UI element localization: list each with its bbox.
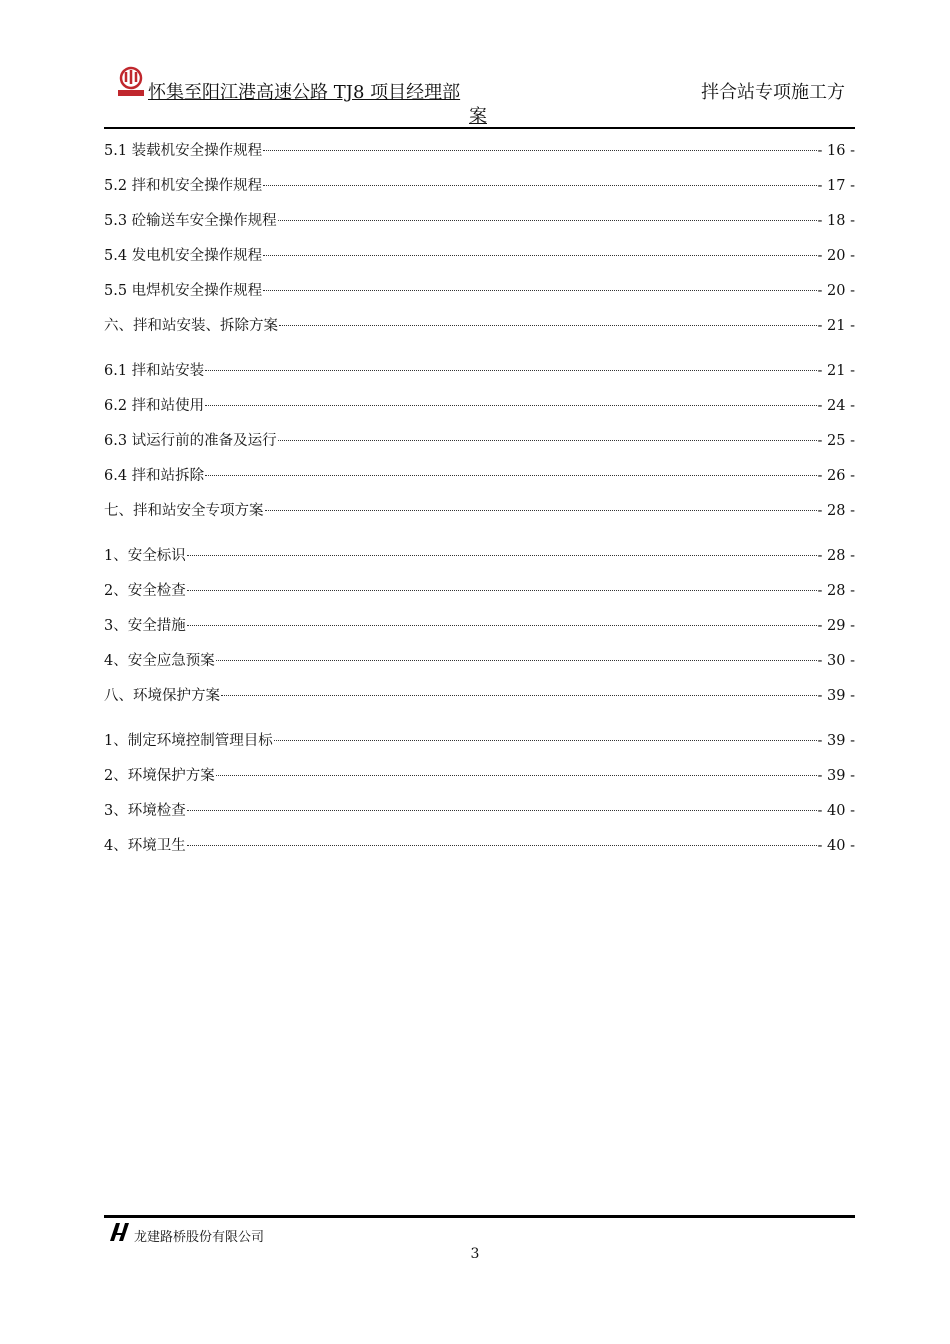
toc-dot-leader — [265, 510, 817, 511]
toc-entry[interactable] — [104, 239, 855, 274]
table-of-contents — [104, 134, 855, 864]
toc-entry[interactable] — [104, 644, 855, 679]
toc-entry-page: - 26 - — [817, 468, 855, 484]
toc-entry-title: 3、安全措施 — [104, 618, 186, 634]
toc-dot-leader — [187, 625, 817, 626]
toc-entry-page: - 25 - — [817, 433, 855, 449]
toc-entry-page: - 39 - — [817, 688, 855, 704]
toc-entry-title: 6.4 拌和站拆除 — [104, 468, 205, 484]
toc-dot-leader — [263, 185, 816, 186]
toc-entry-page: - 39 - — [817, 733, 855, 749]
toc-entry-title: 2、安全检查 — [104, 583, 186, 599]
toc-dot-leader — [263, 255, 816, 256]
toc-entry[interactable] — [104, 539, 855, 574]
toc-entry-title: 5.5 电焊机安全操作规程 — [104, 283, 263, 299]
toc-entry-title: 6.1 拌和站安装 — [104, 363, 205, 379]
toc-entry[interactable] — [104, 494, 855, 529]
toc-entry[interactable] — [104, 459, 855, 494]
toc-entry-page: - 39 - — [817, 768, 855, 784]
toc-dot-leader — [216, 660, 817, 661]
header-project-name: 怀集至阳江港高速公路 TJ8 项目经理部 — [148, 82, 461, 103]
toc-entry-page: - 20 - — [817, 283, 855, 299]
toc-entry-title: 3、环境检查 — [104, 803, 186, 819]
toc-entry-page: - 40 - — [817, 803, 855, 819]
toc-entry-title: 1、制定环境控制管理目标 — [104, 733, 273, 749]
toc-entry-page: - 40 - — [817, 838, 855, 854]
header-document-title: 拌合站专项施工方 — [701, 82, 845, 103]
toc-entry-title: 5.4 发电机安全操作规程 — [104, 248, 263, 264]
toc-entry[interactable] — [104, 204, 855, 239]
toc-entry[interactable] — [104, 134, 855, 169]
header-rule — [104, 127, 855, 129]
toc-entry-page: - 28 - — [817, 548, 855, 564]
toc-entry-title: 七、拌和站安全专项方案 — [104, 503, 264, 519]
toc-dot-leader — [263, 290, 816, 291]
page-header — [104, 66, 855, 130]
page-number: 3 — [470, 1246, 480, 1262]
toc-entry[interactable] — [104, 389, 855, 424]
toc-entry[interactable] — [104, 424, 855, 459]
toc-entry[interactable] — [104, 574, 855, 609]
toc-dot-leader — [205, 370, 816, 371]
nanyue-transport-logo-icon — [114, 66, 148, 100]
toc-entry-page: - 20 - — [817, 248, 855, 264]
toc-entry-title: 5.3 砼输送车安全操作规程 — [104, 213, 277, 229]
toc-entry-title: 5.1 装载机安全操作规程 — [104, 143, 263, 159]
toc-dot-leader — [187, 555, 817, 556]
toc-entry-title: 6.3 试运行前的准备及运行 — [104, 433, 277, 449]
toc-entry[interactable] — [104, 309, 855, 344]
toc-entry-title: 4、环境卫生 — [104, 838, 186, 854]
toc-dot-leader — [221, 695, 817, 696]
toc-entry-page: - 29 - — [817, 618, 855, 634]
toc-dot-leader — [205, 475, 816, 476]
toc-entry-page: - 21 - — [817, 363, 855, 379]
toc-dot-leader — [278, 220, 817, 221]
toc-dot-leader — [216, 775, 817, 776]
toc-entry-page: - 21 - — [817, 318, 855, 334]
longjian-logo-icon — [108, 1221, 130, 1243]
toc-entry-title: 六、拌和站安装、拆除方案 — [104, 318, 278, 334]
toc-dot-leader — [205, 405, 816, 406]
toc-entry-title: 2、环境保护方案 — [104, 768, 215, 784]
toc-dot-leader — [187, 845, 817, 846]
toc-dot-leader — [279, 325, 817, 326]
header-document-title-wrap: 案 — [469, 106, 487, 127]
toc-entry-page: - 17 - — [817, 178, 855, 194]
toc-entry-title: 4、安全应急预案 — [104, 653, 215, 669]
toc-entry-page: - 28 - — [817, 583, 855, 599]
toc-entry[interactable] — [104, 609, 855, 644]
toc-entry[interactable] — [104, 679, 855, 714]
footer-company-name: 龙建路桥股份有限公司 — [134, 1230, 265, 1245]
toc-dot-leader — [187, 810, 817, 811]
toc-entry-page: - 16 - — [817, 143, 855, 159]
toc-entry-title: 6.2 拌和站使用 — [104, 398, 205, 414]
toc-dot-leader — [263, 150, 816, 151]
toc-entry-title: 八、环境保护方案 — [104, 688, 220, 704]
toc-entry[interactable] — [104, 829, 855, 864]
toc-entry[interactable] — [104, 169, 855, 204]
toc-entry[interactable] — [104, 794, 855, 829]
toc-entry-page: - 28 - — [817, 503, 855, 519]
toc-entry-page: - 18 - — [817, 213, 855, 229]
toc-entry[interactable] — [104, 759, 855, 794]
toc-dot-leader — [278, 440, 817, 441]
toc-dot-leader — [274, 740, 817, 741]
toc-entry[interactable] — [104, 354, 855, 389]
toc-entry-title: 5.2 拌和机安全操作规程 — [104, 178, 263, 194]
toc-entry[interactable] — [104, 724, 855, 759]
toc-entry-title: 1、安全标识 — [104, 548, 186, 564]
toc-entry-page: - 30 - — [817, 653, 855, 669]
toc-entry[interactable] — [104, 274, 855, 309]
footer-rule — [104, 1215, 855, 1218]
toc-entry-page: - 24 - — [817, 398, 855, 414]
toc-dot-leader — [187, 590, 817, 591]
